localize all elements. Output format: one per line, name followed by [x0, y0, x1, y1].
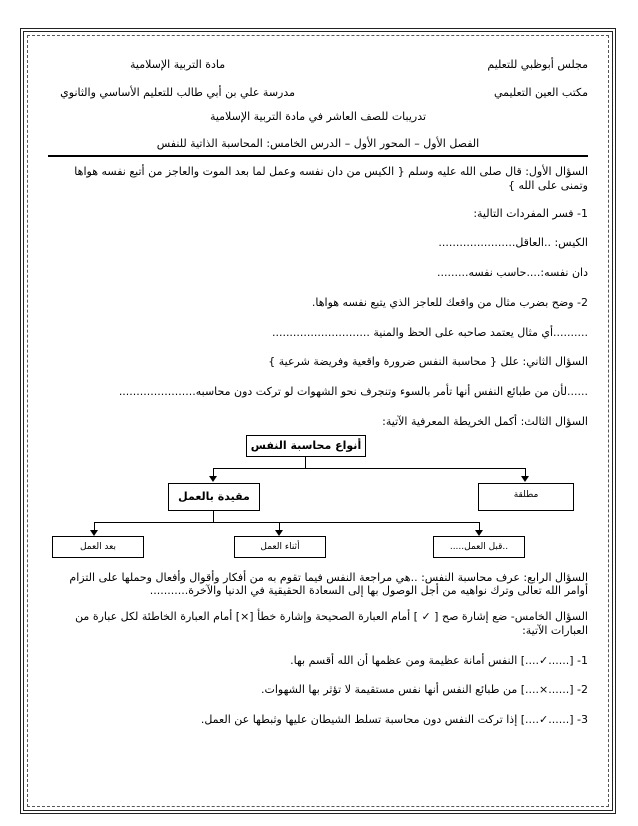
map-arrow	[521, 476, 529, 482]
map-connector	[525, 468, 526, 476]
council-name: مجلس أبوظبي للتعليم	[487, 58, 588, 71]
concept-map	[48, 433, 588, 563]
q1-answer2: ..........أي مثال يعتمد صاحبه على الحظ والمنية ............................	[271, 325, 588, 339]
worksheet	[48, 58, 588, 737]
office-name: مكتب العين التعليمي	[493, 85, 588, 99]
header-separator	[48, 155, 588, 157]
map-during: أثناء العمل	[234, 536, 326, 558]
header-row-2	[48, 86, 588, 100]
header-row-1	[48, 58, 588, 72]
q2-answer: ......لأن من طبائع النفس أنها تأمر بالسوء وتنجرف نحو الشهوات لو تركت دون محاسبه......................	[118, 385, 588, 398]
q1-text: السؤال الأول: قال صلى الله عليه وسلم { الكيس من دان نفسه وعمل لما بعد الموت والعاجز من أتبع نفسه هواها وتمنى على الله }	[74, 165, 588, 192]
q2-text: السؤال الثاني: علل { محاسبة النفس ضرورة واقعية وفريضة شرعية }	[268, 355, 588, 369]
q5-item: 1- [......✓....] النفس أمانة عظيمة ومن عظمها أن الله أقسم بها.	[290, 653, 588, 667]
q5-item: 3- [......✓....] إذا تركت النفس دون محاسبة تسلط الشيطان عليها وثبطها عن العمل.	[200, 713, 588, 726]
map-connector	[213, 468, 525, 469]
map-connector	[213, 468, 214, 476]
subject-name: مادة التربية الإسلامية	[129, 58, 226, 71]
q5-text: السؤال الخامس- ضع إشارة صح [ ✓ ] أمام العبارة الصحيحة وإشارة خطأ [×] أمام العبارة الخاطئة لكل عبارة من العبارات الآتية:	[75, 610, 588, 637]
lesson-title: الفصل الأول – المحور الأول – الدرس الخامس: المحاسبة الذاتية للنفس	[156, 137, 480, 151]
q4-text: السؤال الرابع: عرف محاسبة النفس: ..هي مراجعة النفس فيما تقوم به من أفكار وأقوال وأفعال وحملها على التزام أوامر الله تعالى وترك نواهيه من أجل الوصول بها إلى السعادة الحقيقية في الدنيا والآخرة...........	[69, 570, 588, 598]
map-arrow	[209, 476, 217, 482]
map-root: أنواع محاسبة النفس	[246, 435, 366, 457]
map-connector	[94, 522, 480, 523]
map-after: بعد العمل	[52, 536, 144, 558]
map-connector	[279, 522, 280, 530]
q3-text: السؤال الثالث: أكمل الخريطة المعرفية الآتية:	[382, 414, 588, 428]
q1-word1: الكيس: ..العاقل......................	[438, 236, 588, 250]
map-connector	[94, 522, 95, 530]
map-connector	[213, 510, 214, 522]
q1-task1: 1- فسر المفردات التالية:	[473, 206, 588, 220]
map-before: ..قبل العمل.....	[433, 536, 525, 558]
map-connector	[305, 456, 306, 468]
q1-word2: دان نفسه:....حاسب نفسه.........	[436, 266, 588, 279]
q5-item: 2- [......×....] من طبائع النفس أنها نفس مستقيمة لا تؤثر بها الشهوات.	[261, 683, 588, 697]
worksheet-title: تدريبات للصف العاشر في مادة التربية الإسلامية	[209, 109, 427, 123]
map-connector	[479, 522, 480, 530]
school-name: مدرسة علي بن أبي طالب للتعليم الأساسي والثانوي	[60, 85, 296, 99]
map-restricted: مقيدة بالعمل	[168, 483, 260, 511]
map-absolute: مطلقة	[478, 483, 574, 511]
q1-task2: 2- وضح بضرب مثال من واقعك للعاجز الذي يتبع نفسه هواها.	[311, 295, 588, 309]
